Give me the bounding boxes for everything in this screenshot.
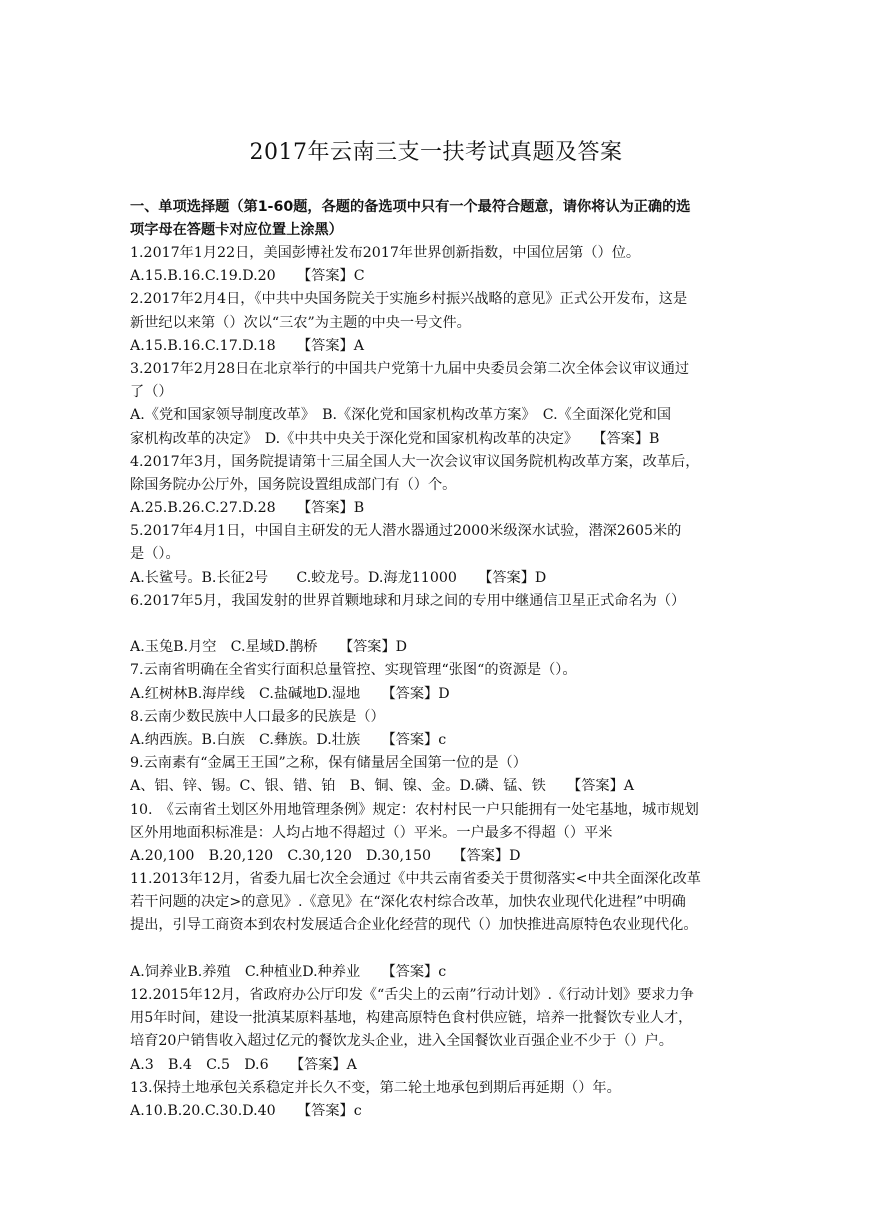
text-line: 区外用地面积标准是：人均占地不得超过（）平米。一户最多不得超（）平米	[130, 824, 613, 841]
text-line: A.红树林B.海岸线 C.盐碱地D.湿地 【答案】D	[130, 685, 450, 702]
text-line: 家机构改革的决定》 D.《中共中央关于深化党和国家机构改革的决定》 【答案】B	[130, 430, 660, 447]
text-line: 是（）。	[130, 546, 180, 563]
text-line: A.15.B.16.C.19.D.20 【答案】C	[130, 268, 365, 285]
document-page	[130, 0, 742, 1123]
text-line: 2.2017年2月4日，《中共中央国务院关于实施乡村振兴战略的意见》正式公开发布，这是	[130, 291, 688, 308]
text-line: 13.保持土地承包关系稳定并长久不变，第二轮土地承包到期后再延期（）年。	[130, 1079, 621, 1096]
text-line: A.20,100 B.20,120 C.30,120 D.30,150 【答案】D	[130, 847, 521, 864]
text-line: 新世纪以来第（）次以“三农”为主题的中央一号文件。	[130, 314, 471, 331]
text-line: A.长鲨号。B.长征2号 C.蛟龙号。D.海龙11000 【答案】D	[130, 569, 547, 586]
text-line: 4.2017年3月，国务院提请第十三届全国人大一次会议审议国务院机构改革方案，改革后，	[130, 453, 700, 470]
text-line: 培育20户销售收入超过亿元的餐饮龙头企业，进入全国餐饮业百强企业不少于（）户。	[130, 1033, 673, 1050]
text-line: A.3 B.4 C.5 D.6 【答案】A	[130, 1056, 357, 1073]
text-line: A.10.B.20.C.30.D.40 【答案】c	[130, 1102, 362, 1119]
text-line: 5.2017年4月1日，中国自主研发的无人潜水器通过2000米级深水试验，潜深2605米的	[130, 523, 682, 540]
blank-line	[130, 938, 742, 961]
text-line: 用5年时间，建设一批滇某原料基地，构建高原特色食村供应链，培养一批餐饮专业人才，	[130, 1010, 693, 1027]
text-line: 除国务院办公厅外，国务院设置组成部门有（）个。	[130, 476, 457, 493]
text-line: 10. 《云南省土划区外用地管理条例》规定：农村村民一户只能拥有一处宅基地，城市规划	[130, 801, 699, 818]
text-line: A.玉兔B.月空 C.星域D.鹊桥 【答案】D	[130, 639, 408, 656]
text-line: A.饲养业B.养殖 C.种植业D.种养业 【答案】c	[130, 963, 447, 980]
section-heading-line-2: 项字母在答题卡对应位置上涂黑）	[130, 222, 343, 238]
text-line: 8.云南少数民族中人口最多的民族是（）	[130, 708, 385, 725]
text-line: 了（）	[130, 384, 173, 401]
text-line: 若干问题的决定>的意见》.《意见》在“深化农村综合改革，加快农业现代化进程”中明确	[130, 894, 686, 911]
text-line: 提出，引导工商资本到农村发展适合企业化经营的现代（）加快推进高原特色农业现代化。	[130, 917, 698, 934]
text-line: 9.云南素有“金属王王国”之称，保有储量居全国第一位的是（）	[130, 755, 527, 772]
text-line: 1.2017年1月22日，美国彭博社发布2017年世界创新指数，中国位居第（）位。	[130, 245, 641, 261]
text-line: A.《党和国家领导制度改革》 B.《深化党和国家机构改革方案》 C.《全面深化党和国	[130, 407, 672, 424]
text-line: A、铝、锌、锡。C、银、错、铂 B、铜、镍、金。D.磷、锰、铁 【答案】A	[130, 778, 635, 795]
question-list	[130, 242, 742, 1123]
document-title: 2017年云南三支一扶考试真题及答案	[249, 140, 623, 165]
blank-line	[130, 613, 742, 636]
text-line: 12.2015年12月，省政府办公厅印发《“舌尖上的云南”行动计划》.《行动计划》要求力争	[130, 987, 694, 1003]
text-line: 3.2017年2月28日在北京举行的中国共户党第十九届中央委员会第二次全体会议审议通过	[130, 360, 690, 377]
section-heading-line-1: 一、单项选择题（第1-60题，各题的备选项中只有一个最符合题意，请你将认为正确的选	[130, 199, 691, 215]
text-line: A.纳西族。B.白族 C.彝族。D.壮族 【答案】c	[130, 731, 447, 748]
text-line: 6.2017年5月，我国发射的世界首颗地球和月球之间的专用中继通信卫星正式命名为（）	[130, 592, 686, 609]
text-line: 11.2013年12月，省委九届七次全会通过《中共云南省委关于贯彻落实<中共全面深化改革	[130, 871, 701, 888]
text-line: A.15.B.16.C.17.D.18 【答案】A	[130, 337, 364, 354]
text-line: 7.云南省明确在全省实行面积总量管控、实现管理“张图“的资源是（）。	[130, 662, 577, 679]
section-heading	[130, 196, 742, 242]
text-line: A.25.B.26.C.27.D.28 【答案】B	[130, 500, 365, 517]
